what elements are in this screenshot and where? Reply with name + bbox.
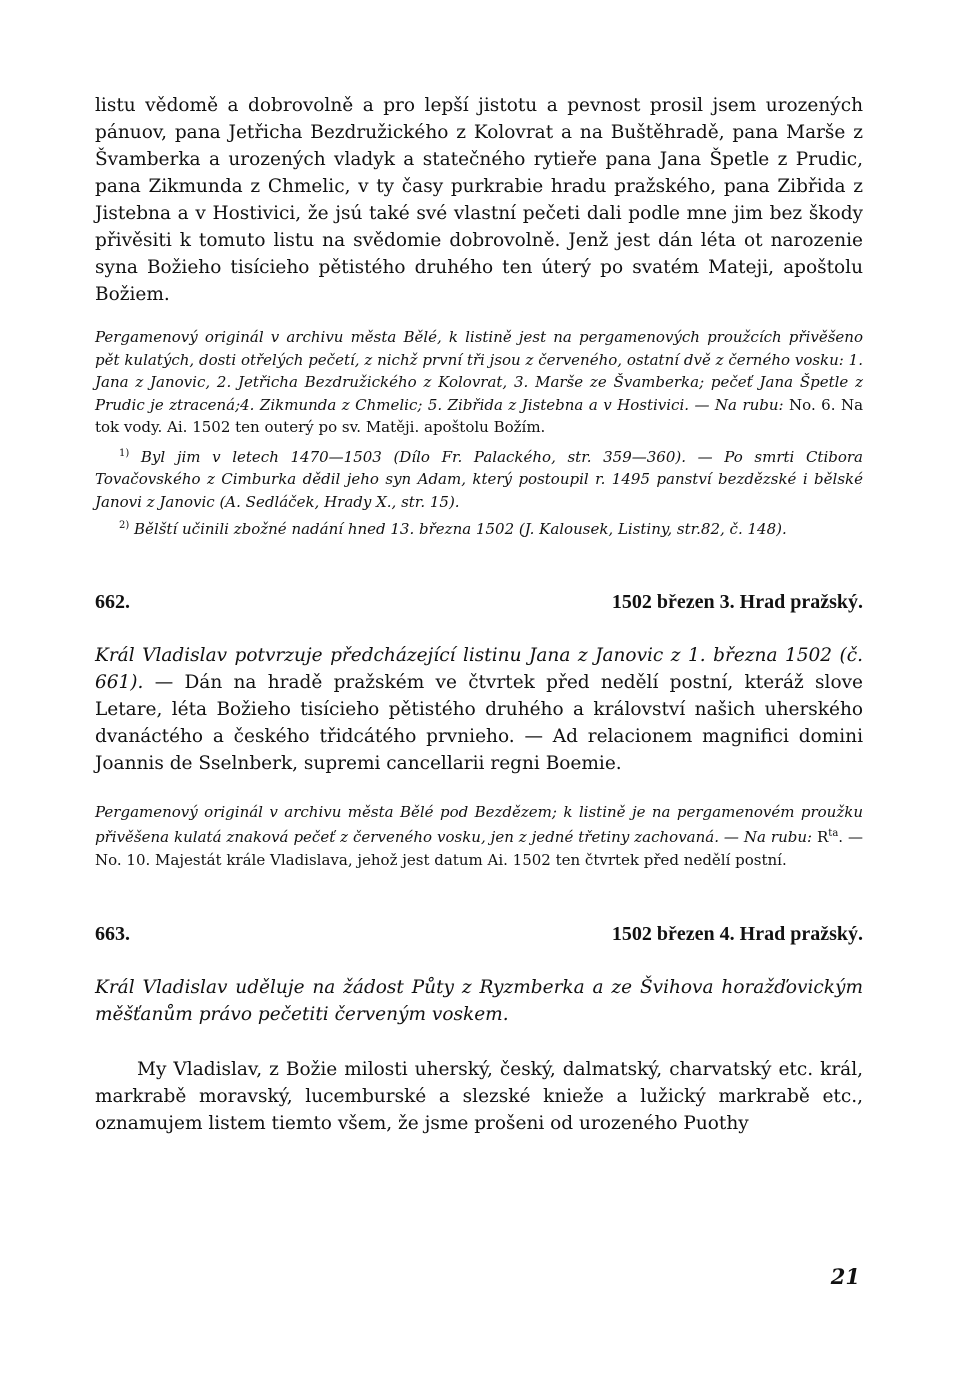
entry-662-summary-italic: Král Vladislav potvrzuje předcházející listinu Jana z Janovic z 1. března 1502 (č. 661).: [95, 644, 863, 693]
entry-663-number: 663.: [95, 923, 130, 945]
page-content: [95, 92, 863, 1137]
archival-note-662-plain: . — No. 10. Majestát krále Vladislava, jehož jest datum Ai. 1502 ten čtvrtek před nedělí postní.: [95, 828, 863, 869]
footnote-2-marker: 2): [119, 520, 130, 531]
entry-663-summary-italic: Král Vladislav uděluje na žádost Půty z Ryzmberka a ze Švihova horažďovickým měšťanům právo pečetiti červeným voskem.: [95, 977, 863, 1025]
archival-note-662-italic: Pergamenový originál v archivu města Bělé pod Bezdězem; k listině je na pergamenovém proužku přivěšena kulatá znaková pečeť z červeného vosku, jen z jedné třetiny zachovaná. — Na rubu:: [95, 802, 863, 846]
entry-663-text: My Vladislav, z Božie milosti uherský, český, dalmatský, charvatský etc. král, markrabě moravský, lucemburské a slezské knieže a lužický markrabě etc., oznamujem listem tiemto všem, že jsme prošeni od urozeného Puothy: [95, 1059, 863, 1134]
page-number: 21: [830, 1264, 860, 1289]
entry-663-date-place: 1502 březen 4. Hrad pražský.: [611, 923, 863, 945]
footnote-2: [95, 515, 863, 541]
archival-note-662-rta-sup: ta: [828, 828, 839, 839]
entry-662-summary: [95, 642, 863, 777]
entry-662-date-place: 1502 březen 3. Hrad pražský.: [611, 590, 863, 613]
archival-note-661-italic: Pergamenový originál v archivu města Bělé, k listině jest na pergamenových proužcích přivěšeno pět kulatých, dosti otřelých pečetí, z nichž první tři jsou z červeného, ostatní dvě z černého vosku: 1. Jana z Janovic, 2. Jetřicha Bezdružického z Kolovrat, 3. Marše ze Švamberka; pečeť Jana Špetle z Prudic je ztracená;4. Zikmunda z Chmelic; 5. Zibřida z Jistebna a v Hostivici. — Na rubu:: [95, 328, 863, 414]
entry-663-heading: [95, 923, 863, 946]
archival-note-661-plain: No. 6. Na tok vody. Ai. 1502 ten outerý po sv. Matěji. apoštolu Božím.: [95, 395, 864, 436]
footnote-1-text: Byl jim v letech 1470—1503 (Dílo Fr. Palackého, str. 359—360). — Po smrti Ctibora Tovačovského z Cimburka dědil jeho syn Adam, který postoupil r. 1495 panství bezdězské i bělské Janovi z Janovic (A. Sedláček, Hrady X., str. 15).: [95, 447, 863, 511]
footnote-2-text: Bělští učinili zbožné nadání hned 13. března 1502 (J. Kalousek, Listiny, str.82, č. 148).: [129, 520, 787, 538]
body-paragraph: listu vědomě a dobrovolně a pro lepší jistotu a pevnost prosil jsem urozených pánuov, pana Jetřicha Bezdružického z Kolovrat a na Buštěhradě, pana Marše z Švamberka a urozených vladyk a statečného rytieře pana Jana Špetle z Prudic, pana Zikmunda z Chmelic, v ty časy purkrabie hradu pražského, pana Zibřida z Jistebna a v Hostivici, že jsú také své vlastní pečeti dali podle mne jim bez škody přivěsiti k tomuto listu na svědomie dobrovolně. Jenž jest dán léta ot narozenie syna Božieho tisícieho pětistého druhého ten úterý po svatém Mateji, apoštolu Božiem.: [95, 95, 863, 305]
footnote-1: [95, 443, 863, 514]
entry-662-summary-plain: — Dán na hradě pražském ve čtvrtek před nedělí postní, kteráž slove Letare, léta Božieho tisícieho pětistého druhého a království našich uherského dvanáctého a českého třidcátého prvnieho. — Ad relacionem magnifici domini Joannis de Sselnberk, supremi cancellarii regni Boemie.: [95, 671, 863, 774]
entry-662-number: 662.: [95, 590, 130, 613]
entry-662-heading: [95, 591, 863, 614]
archival-note-662-rta: R: [812, 828, 829, 846]
archival-note-661: [95, 326, 863, 439]
footnote-1-marker: 1): [119, 447, 130, 459]
entry-663-summary: [95, 974, 863, 1028]
archival-note-662: [95, 801, 863, 872]
